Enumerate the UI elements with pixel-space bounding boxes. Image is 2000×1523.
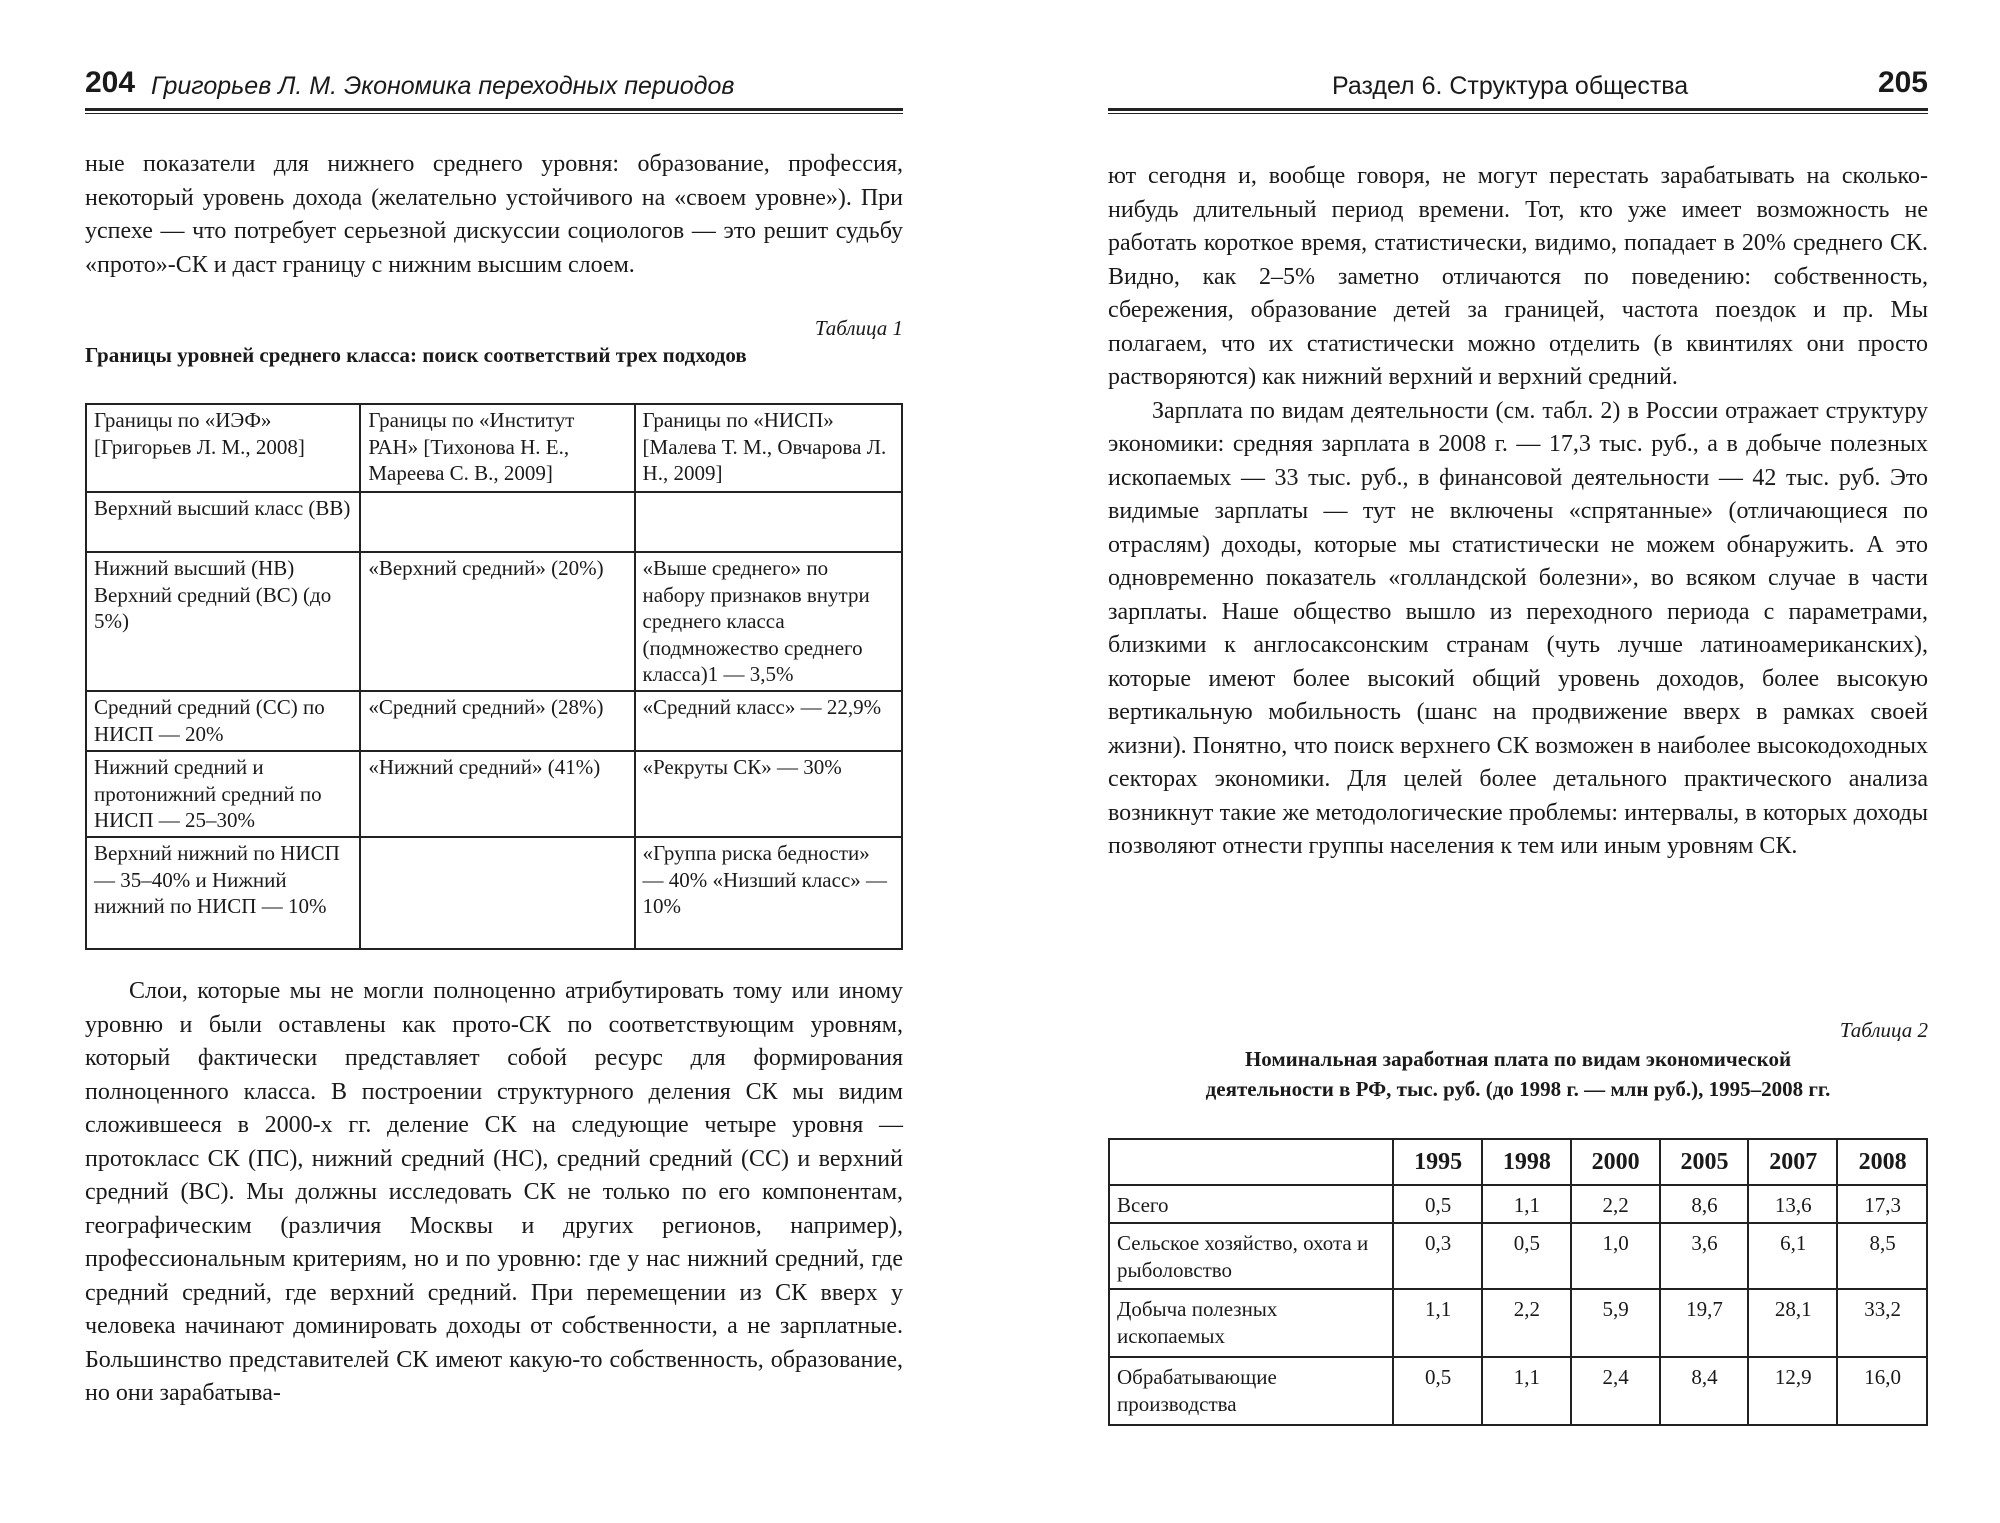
table-row	[86, 751, 902, 837]
table1-cell: «Рекруты СК» — 30%	[635, 751, 902, 837]
table2-cell: 1,1	[1482, 1185, 1571, 1223]
running-title: Григорьев Л. М. Экономика переходных периодов	[151, 72, 735, 100]
page-number: 204	[85, 66, 136, 99]
table1-cell	[360, 837, 634, 949]
table2-cell: 17,3	[1837, 1185, 1927, 1223]
table-row	[86, 552, 902, 691]
table-row	[1109, 1289, 1927, 1357]
paragraph-1: ют сегодня и, вообще говоря, не могут перестать зарабатывать на сколько-нибудь длительный период времени. Тот, кто уже имеет возможность не работать короткое время, статистически, видимо, попадает в 20% среднего СК. Видно, как 2–5% заметно отличаются по поведению: собственность, сбережения, образование детей за границей, частота поездок и пр. Мы полагаем, что их статистически можно отделить (в квинтилях они просто растворяются) как нижний верхний и верхний средний.	[1108, 163, 1928, 390]
table2-year-header: 2008	[1837, 1139, 1927, 1185]
table2-cell: 3,6	[1660, 1223, 1749, 1289]
table1-cell: Верхний высший класс (ВВ)	[86, 492, 360, 552]
table2-cell: 5,9	[1571, 1289, 1660, 1357]
table2-cell: 12,9	[1748, 1357, 1837, 1425]
table2-year-header: 2000	[1571, 1139, 1660, 1185]
table2-cell: 0,5	[1393, 1357, 1482, 1425]
table-row	[86, 837, 902, 949]
table-row	[86, 404, 902, 492]
table2-row-label: Всего	[1109, 1185, 1393, 1223]
table2-cell: 2,4	[1571, 1357, 1660, 1425]
table1-cell: Нижний высший (НВ) Верхний средний (ВС) (до 5%)	[86, 552, 360, 691]
table2-cell: 8,4	[1660, 1357, 1749, 1425]
table2-title-line2: деятельности в РФ, тыс. руб. (до 1998 г. — млн руб.), 1995–2008 гг.	[1205, 1077, 1831, 1101]
table2-cell: 0,3	[1393, 1223, 1482, 1289]
table2-title	[1108, 1044, 1928, 1104]
header-rule	[85, 108, 903, 114]
table1-cell	[635, 492, 902, 552]
table1-title: Границы уровней среднего класса: поиск соответствий трех подходов	[85, 343, 747, 367]
left-page-header	[85, 58, 903, 108]
table-row	[1109, 1357, 1927, 1425]
table1-cell: «Выше среднего» по набору признаков внутри среднего класса (подмножество среднего класса)1 — 3,5%	[635, 552, 902, 691]
table2-row-label: Обрабатывающие производства	[1109, 1357, 1393, 1425]
table-row	[1109, 1139, 1927, 1185]
table2	[1108, 1138, 1928, 1426]
table2-cell: 1,0	[1571, 1223, 1660, 1289]
table-row	[86, 691, 902, 751]
table2-cell: 2,2	[1482, 1289, 1571, 1357]
table2-cell: 0,5	[1393, 1185, 1482, 1223]
intro-paragraph-block	[85, 148, 903, 282]
table2-year-header: 1995	[1393, 1139, 1482, 1185]
table2-cell: 8,6	[1660, 1185, 1749, 1223]
right-text-block	[1108, 160, 1928, 864]
table1-caption: Таблица 1	[814, 316, 903, 340]
table1-cell: «Средний средний» (28%)	[360, 691, 634, 751]
closing-paragraph: Слои, которые мы не могли полноценно атрибутировать тому или иному уровню и были оставлены как прото-СК по соответствующим уровням, который фактически представляет собой ресурс для формирования полноценного класса. В построении структурного деления СК мы видим сложившееся в 2000-х гг. деление СК на следующие четыре уровня — протокласс СК (ПС), нижний средний (НС), средний средний (СС) и верхний средний (ВС). Мы должны исследовать СК не только по его компонентам, географическим (различия Москвы и других регионов, например), профессиональным критериям, но и по уровню: где у нас нижний средний, где средний средний, где верхний средний. При перемещении из СК вверх у человека начинают доминировать доходы от собственности, а не зарплатные. Большинство представителей СК имеют какую-то собственность, образование, но они зарабатыва-	[85, 978, 903, 1406]
table1-header-cell: Границы по «НИСП» [Малева Т. М., Овчарова Л. Н., 2009]	[635, 404, 902, 492]
table2-corner-cell	[1109, 1139, 1393, 1185]
left-page	[85, 0, 903, 1523]
table1-cell: Средний средний (СС) по НИСП — 20%	[86, 691, 360, 751]
table2-cell: 1,1	[1393, 1289, 1482, 1357]
running-title: Раздел 6. Структура общества	[1332, 72, 1689, 100]
table1-cell: Верхний нижний по НИСП — 35–40% и Нижний нижний по НИСП — 10%	[86, 837, 360, 949]
table1-header-cell: Границы по «Институт РАН» [Тихонова Н. Е., Мареева С. В., 2009]	[360, 404, 634, 492]
table2-title-line1: Номинальная заработная плата по видам экономической	[1244, 1047, 1792, 1071]
table1-cell: «Средний класс» — 22,9%	[635, 691, 902, 751]
table2-cell: 16,0	[1837, 1357, 1927, 1425]
table2-cell: 6,1	[1748, 1223, 1837, 1289]
table2-row-label: Сельское хозяйство, охота и рыболовство	[1109, 1223, 1393, 1289]
paragraph-2: Зарплата по видам деятельности (см. табл. 2) в России отражает структуру экономики: средняя зарплата в 2008 г. — 17,3 тыс. руб., а в добыче полезных ископаемых — 33 тыс. руб., в финансовой деятельности — 42 тыс. руб. Это видимые зарплаты — тут не включены «спрятанные» (отличающиеся по отраслям) доходы, которые мы статистически не можем обнаружить. А это одновременно показатель «голландской болезни», во всяком случае в части зарплаты. Наше общество вышло из переходного периода с параметрами, близкими к англосаксонским странам (чуть лучше латиноамериканских), которые имеют более высокий общий уровень доходов, более высокую вертикальную мобильность (шанс на продвижение вверх в рамках своей жизни). Понятно, что поиск верхнего СК возможен в наиболее высокодоходных секторах экономики. Для целей более детального практического анализа возникнут такие же методологические проблемы: интервалы, в которых доходы позволяют отнести группы населения к тем или иным уровням СК.	[1108, 397, 1928, 859]
table1-cell: Нижний средний и протонижний средний по НИСП — 25–30%	[86, 751, 360, 837]
table1-cell: «Нижний средний» (41%)	[360, 751, 634, 837]
right-page-header	[1108, 58, 1928, 108]
intro-paragraph: ные показатели для нижнего среднего уровня: образование, профессия, некоторый уровень дохода (желательно устойчивого на «своем уровне»). При успехе — что потребует серьезной дискуссии социологов — это решит судьбу «прото»-СК и даст границу с нижним высшим слоем.	[85, 151, 903, 278]
table2-caption: Таблица 2	[1839, 1018, 1928, 1042]
table2-year-header: 2005	[1660, 1139, 1749, 1185]
table2-year-header: 2007	[1748, 1139, 1837, 1185]
table2-cell: 1,1	[1482, 1357, 1571, 1425]
table2-row-label: Добыча полезных ископаемых	[1109, 1289, 1393, 1357]
header-rule	[1108, 108, 1928, 114]
table2-cell: 0,5	[1482, 1223, 1571, 1289]
table1	[85, 403, 903, 950]
table2-cell: 28,1	[1748, 1289, 1837, 1357]
table1-header-cell: Границы по «ИЭФ» [Григорьев Л. М., 2008]	[86, 404, 360, 492]
table1-cell	[360, 492, 634, 552]
table2-cell: 33,2	[1837, 1289, 1927, 1357]
table1-cell: «Верхний средний» (20%)	[360, 552, 634, 691]
table-row	[1109, 1223, 1927, 1289]
table2-cell: 13,6	[1748, 1185, 1837, 1223]
closing-paragraph-block	[85, 975, 903, 1411]
table1-cell: «Группа риска бедности» — 40% «Низший класс» —10%	[635, 837, 902, 949]
table2-year-header: 1998	[1482, 1139, 1571, 1185]
table-row	[1109, 1185, 1927, 1223]
table2-cell: 2,2	[1571, 1185, 1660, 1223]
table2-cell: 19,7	[1660, 1289, 1749, 1357]
page-number: 205	[1877, 66, 1928, 99]
table2-cell: 8,5	[1837, 1223, 1927, 1289]
table-row	[86, 492, 902, 552]
right-page	[1108, 0, 1928, 1523]
